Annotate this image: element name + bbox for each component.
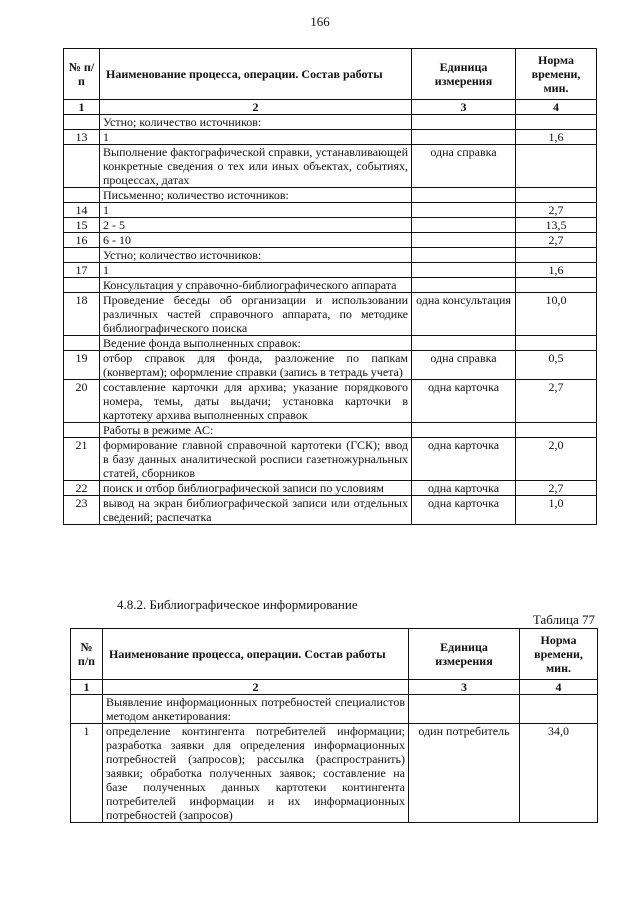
row-unit: одна справка <box>412 351 516 380</box>
table-row <box>64 233 597 248</box>
row-unit: одна справка <box>412 145 516 188</box>
col-number: 2 <box>100 100 412 115</box>
table-row <box>64 336 597 351</box>
row-description: Ведение фонда выполненных справок: <box>100 336 412 351</box>
row-description: формирование главной справочной картотеки (ГСК); ввод в базу данных аналитической росписи газетножурнальных статей, сборников <box>100 438 412 481</box>
row-unit: один потребитель <box>409 724 520 823</box>
table-header-row <box>71 629 598 680</box>
header-name: Наименование процесса, операции. Состав работы <box>103 629 409 680</box>
norms-table-2 <box>70 628 598 823</box>
header-unit: Единица измерения <box>409 629 520 680</box>
row-norm <box>516 423 597 438</box>
row-unit <box>412 336 516 351</box>
table-row <box>64 293 597 336</box>
page-number: 166 <box>310 14 330 29</box>
row-norm: 1,6 <box>516 263 597 278</box>
row-number <box>64 115 100 130</box>
row-unit <box>412 248 516 263</box>
row-norm: 2,7 <box>516 380 597 423</box>
table-row <box>64 145 597 188</box>
row-unit: одна консультация <box>412 293 516 336</box>
table-row <box>64 115 597 130</box>
row-number <box>64 336 100 351</box>
table-row <box>64 218 597 233</box>
column-numbers-row <box>64 100 597 115</box>
row-description: составление карточки для архива; указание порядкового номера, темы, даты выдачи; установка карточки в картотеку архива выполненных справок <box>100 380 412 423</box>
table-row <box>71 724 598 823</box>
row-unit: одна карточка <box>412 496 516 525</box>
table-row <box>64 130 597 145</box>
row-description: 2 - 5 <box>100 218 412 233</box>
row-number: 23 <box>64 496 100 525</box>
row-description: определение контингента потребителей информации; разработка заявки для определения информационных потребностей (запросов); рассылка (распространить) заявки; обработка полученных заявок; составление на базе полученных данных картотеки контингента потребителей информации и их информационных потребностей (запросов) <box>103 724 409 823</box>
row-number: 18 <box>64 293 100 336</box>
table-row <box>71 695 598 724</box>
header-norm: Норма времени, мин. <box>516 49 597 100</box>
row-description: Проведение беседы об организации и использовании различных частей справочного аппарата, по методике библиографического поиска <box>100 293 412 336</box>
row-number: 21 <box>64 438 100 481</box>
row-norm <box>516 278 597 293</box>
table-label: Таблица 77 <box>532 612 595 627</box>
row-description: Устно; количество источников: <box>100 248 412 263</box>
row-unit <box>412 188 516 203</box>
row-norm <box>516 188 597 203</box>
row-norm <box>516 115 597 130</box>
row-unit <box>412 203 516 218</box>
row-number: 22 <box>64 481 100 496</box>
row-number <box>71 695 103 724</box>
table-row <box>64 248 597 263</box>
row-description: поиск и отбор библиографической записи по условиям <box>100 481 412 496</box>
row-number <box>64 145 100 188</box>
row-norm <box>516 145 597 188</box>
table-row <box>64 351 597 380</box>
row-unit: одна карточка <box>412 438 516 481</box>
row-norm <box>516 248 597 263</box>
table-row <box>64 203 597 218</box>
row-norm: 2,0 <box>516 438 597 481</box>
col-number: 3 <box>412 100 516 115</box>
norms-table-1 <box>63 48 597 525</box>
row-description: Письменно; количество источников: <box>100 188 412 203</box>
row-number: 15 <box>64 218 100 233</box>
row-description: Устно; количество источников: <box>100 115 412 130</box>
row-unit <box>412 233 516 248</box>
row-unit: одна карточка <box>412 481 516 496</box>
row-unit <box>409 695 520 724</box>
row-description: вывод на экран библиографической записи или отдельных сведений; распечатка <box>100 496 412 525</box>
row-description: Выполнение фактографической справки, устанавливающей конкретные сведения о тех или иных объектах, событиях, процессах, датах <box>100 145 412 188</box>
row-unit <box>412 218 516 233</box>
table-row <box>64 423 597 438</box>
row-unit <box>412 115 516 130</box>
row-number: 16 <box>64 233 100 248</box>
row-norm: 2,7 <box>516 233 597 248</box>
row-unit: одна карточка <box>412 380 516 423</box>
row-number: 20 <box>64 380 100 423</box>
row-norm: 1,0 <box>516 496 597 525</box>
table-row <box>64 380 597 423</box>
row-description: 1 <box>100 263 412 278</box>
row-norm: 1,6 <box>516 130 597 145</box>
row-number: 14 <box>64 203 100 218</box>
table-2-body <box>71 695 598 823</box>
table-row <box>64 496 597 525</box>
col-number: 4 <box>516 100 597 115</box>
row-description: Консультация у справочно-библиографического аппарата <box>100 278 412 293</box>
row-number <box>64 278 100 293</box>
table-1-body <box>64 115 597 525</box>
row-number: 17 <box>64 263 100 278</box>
row-description: 6 - 10 <box>100 233 412 248</box>
table-row <box>64 263 597 278</box>
row-number <box>64 188 100 203</box>
row-unit <box>412 423 516 438</box>
row-norm <box>520 695 598 724</box>
row-description: 1 <box>100 130 412 145</box>
header-norm: Норма времени, мин. <box>520 629 598 680</box>
row-norm: 10,0 <box>516 293 597 336</box>
row-unit <box>412 130 516 145</box>
table-row <box>64 188 597 203</box>
row-unit <box>412 278 516 293</box>
row-description: Работы в режиме АС: <box>100 423 412 438</box>
row-number <box>64 423 100 438</box>
row-norm <box>516 336 597 351</box>
row-norm: 34,0 <box>520 724 598 823</box>
header-name: Наименование процесса, операции. Состав работы <box>100 49 412 100</box>
row-norm: 13,5 <box>516 218 597 233</box>
row-number: 19 <box>64 351 100 380</box>
table-row <box>64 438 597 481</box>
col-number: 1 <box>71 680 103 695</box>
row-description: 1 <box>100 203 412 218</box>
row-number: 1 <box>71 724 103 823</box>
section-title: 4.8.2. Библиографическое информирование <box>117 597 358 612</box>
column-numbers-row <box>71 680 598 695</box>
row-number <box>64 248 100 263</box>
header-num: № п/п <box>64 49 100 100</box>
table-row <box>64 481 597 496</box>
col-number: 3 <box>409 680 520 695</box>
col-number: 1 <box>64 100 100 115</box>
row-description: отбор справок для фонда, разложение по папкам (конвертам); оформление справки (запись в тетрадь учета) <box>100 351 412 380</box>
row-unit <box>412 263 516 278</box>
row-norm: 0,5 <box>516 351 597 380</box>
row-number: 13 <box>64 130 100 145</box>
row-norm: 2,7 <box>516 203 597 218</box>
col-number: 2 <box>103 680 409 695</box>
col-number: 4 <box>520 680 598 695</box>
row-description: Выявление информационных потребностей специалистов методом анкетирования: <box>103 695 409 724</box>
header-unit: Единица измерения <box>412 49 516 100</box>
row-norm: 2,7 <box>516 481 597 496</box>
table-row <box>64 278 597 293</box>
header-num: № п/п <box>71 629 103 680</box>
table-header-row <box>64 49 597 100</box>
